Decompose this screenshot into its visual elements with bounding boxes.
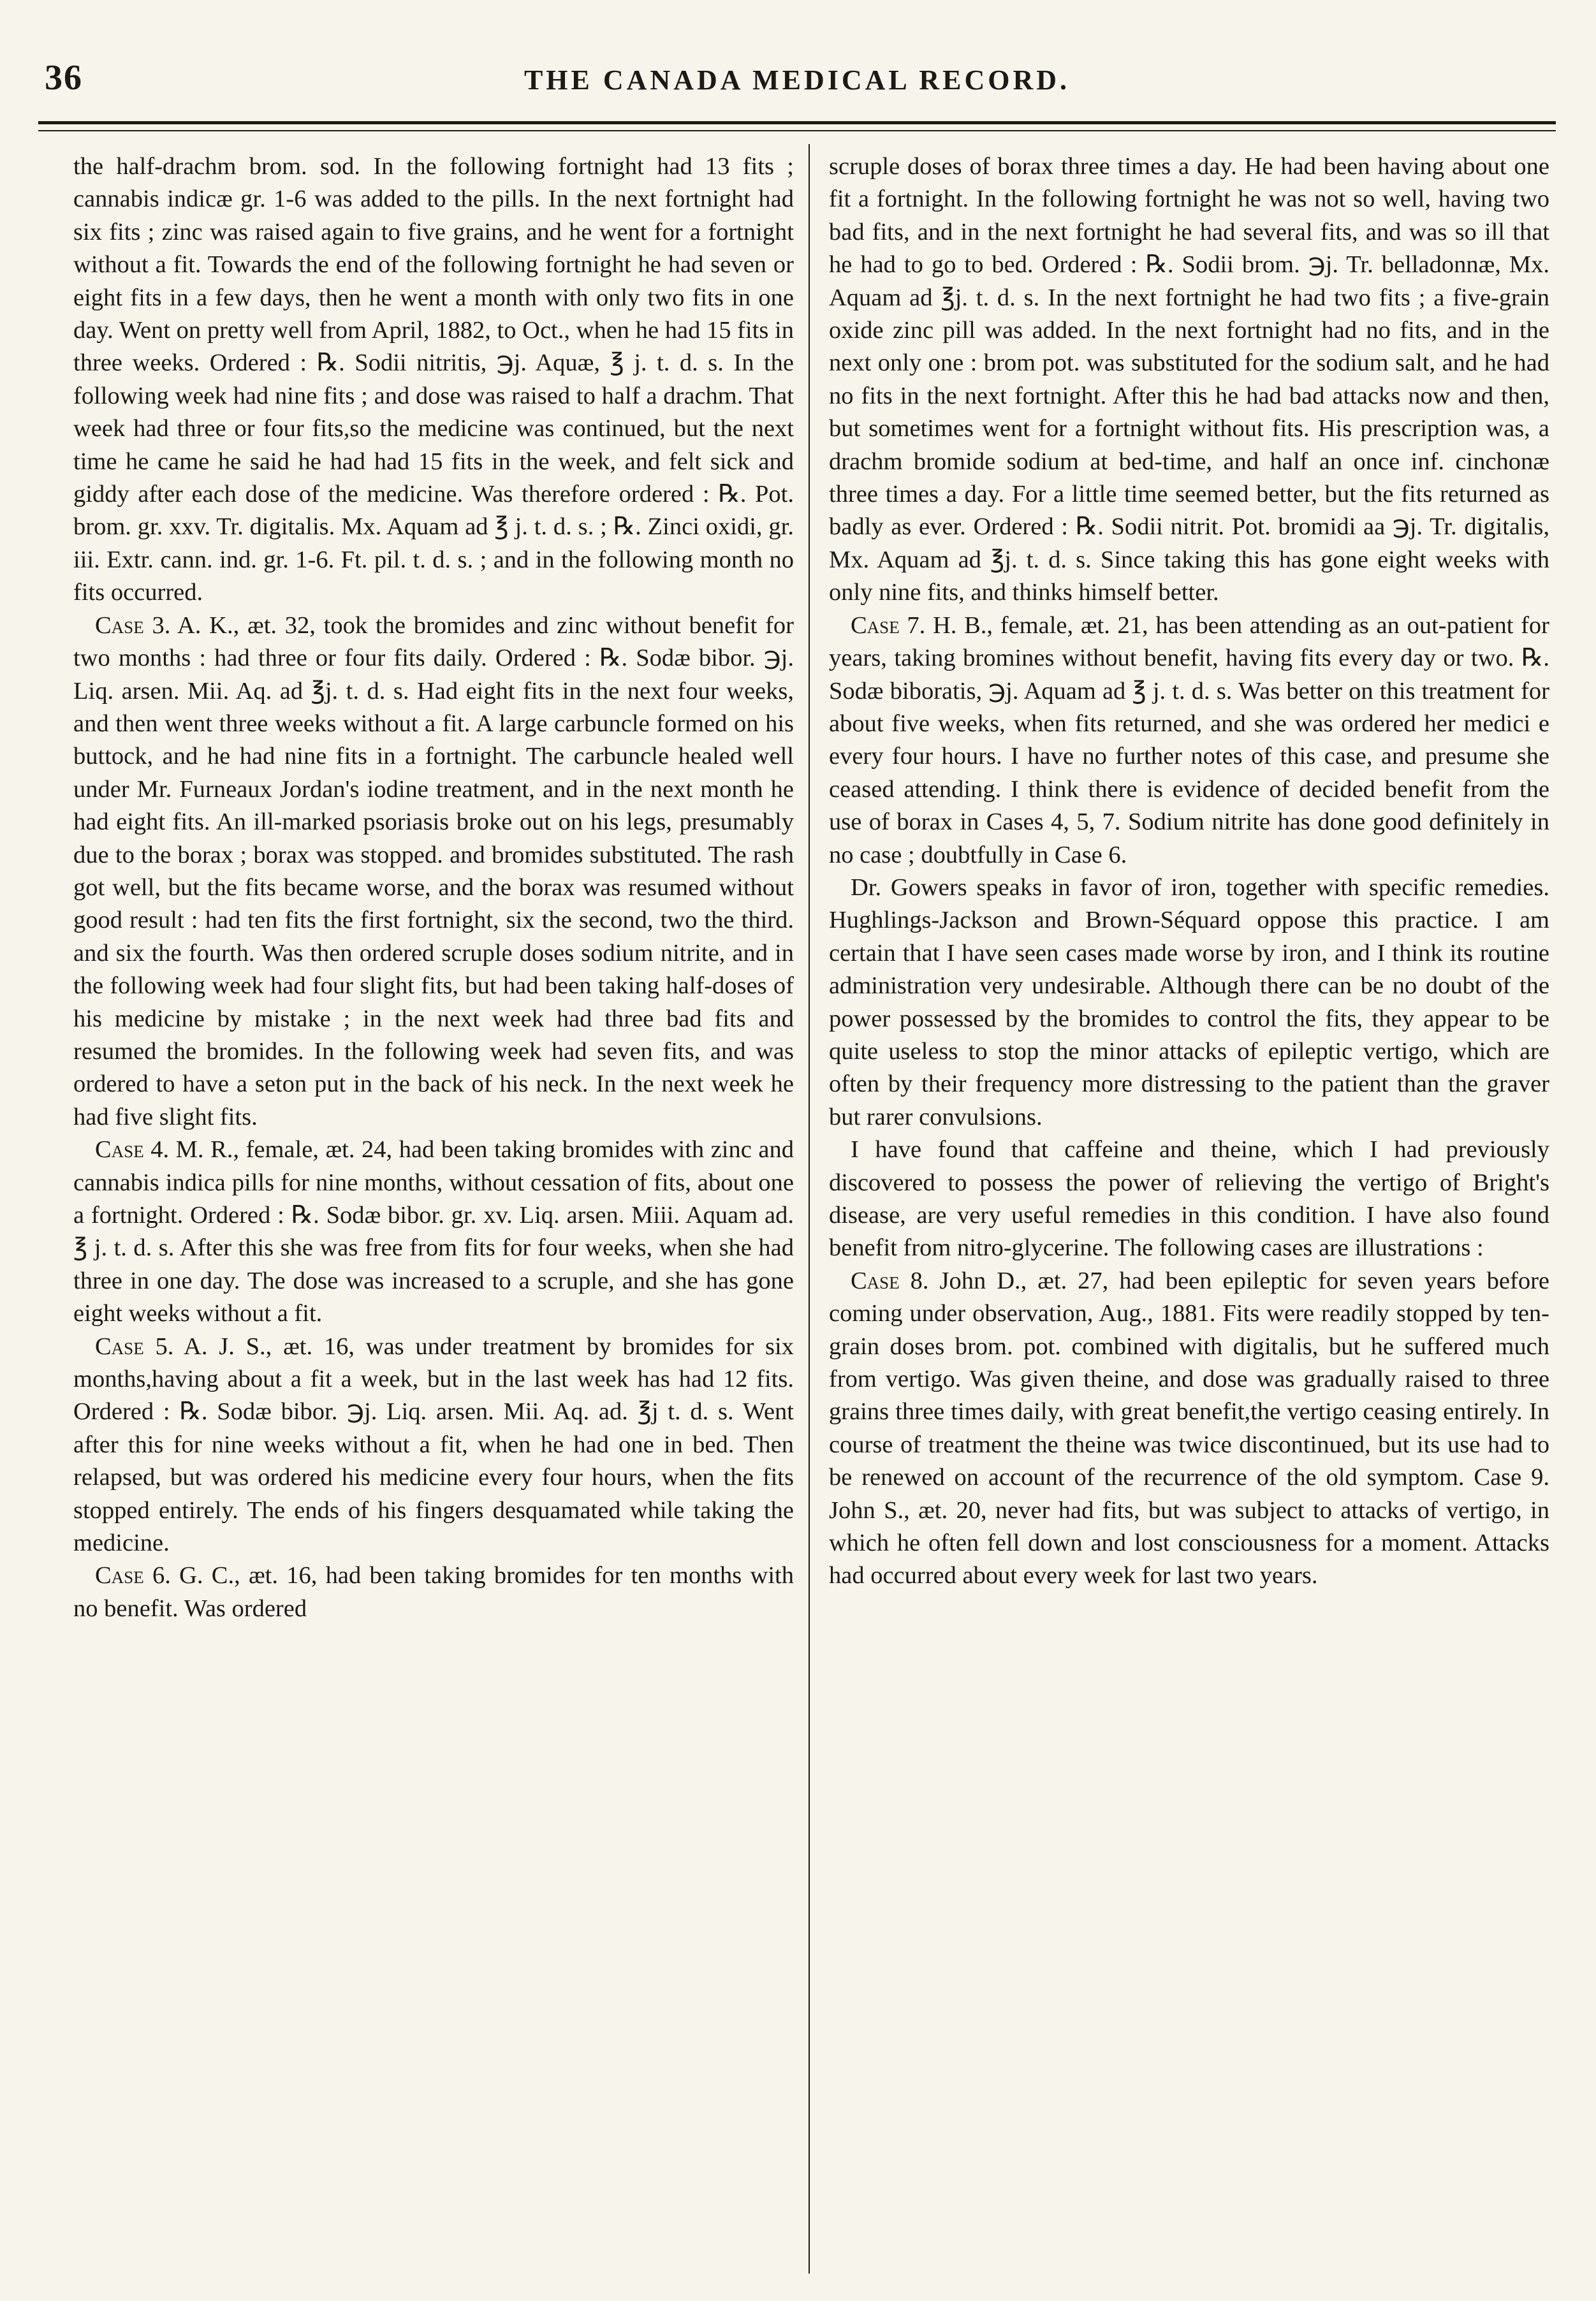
- paragraph-text: 4. M. R., female, æt. 24, had been taking bromides with zinc and cannabis indica pills for nine months, without cessation of fits, about one a fortnight. Ordered : ℞. Sodæ bibor. gr. xv. Liq. arsen. Miii. Aquam ad. ℥ j. t. d. s. After this she was free from fits for four weeks, when she had three in one day. The dose was increased to a scruple, and she has gone eight weeks without a fit.: [73, 1136, 794, 1327]
- case-paragraph: [73, 1134, 794, 1330]
- case-lead: Case: [95, 611, 144, 639]
- running-header: [38, 51, 1556, 108]
- paragraph: Dr. Gowers speaks in favor of iron, together with specific remedies. Hughlings-Jackson and Brown-Séquard oppose this practice. I am certain that I have seen cases made worse by iron, and I think its routine administration very undesirable. Although there can be no doubt of the power possessed by the bromides to control the fits, they appear to be quite useless to stop the minor attacks of epileptic vertigo, which are often by their frequency more distressing to the patient than the graver but rarer convulsions.: [829, 873, 1549, 1130]
- header-rule-thin: [38, 130, 1556, 131]
- journal-title: THE CANADA MEDICAL RECORD.: [523, 64, 1071, 96]
- case-paragraph: [73, 610, 794, 1134]
- case-lead: Case: [95, 1333, 144, 1360]
- paragraph-text: 6. G. C., æt. 16, had been taking bromides for ten months with no benefit. Was ordered: [73, 1562, 794, 1622]
- column-divider: [809, 144, 810, 2274]
- case-lead: Case: [95, 1136, 144, 1164]
- header-rule-thick: [38, 121, 1556, 124]
- case-paragraph: [829, 1265, 1549, 1593]
- left-column: [73, 150, 794, 2274]
- case-lead: Case: [851, 1267, 900, 1294]
- paragraph: I have found that caffeine and theine, which I had previously discovered to possess the power of relieving the vertigo of Bright's disease, are very useful remedies in this condition. I have also found benefit from nitro-glycerine. The following cases are illustrations :: [829, 1136, 1549, 1262]
- paragraph: scruple doses of borax three times a day. He had been having about one fit a fortnight. In the following fortnight he was not so well, having two bad fits, and in the next fortnight he had several fits, and was so ill that he had to go to bed. Ordered : ℞. Sodii brom. ℈j. Tr. belladonnæ, Mx. Aquam ad ℥j. t. d. s. In the next fortnight he had two fits ; a five-grain oxide zinc pill was added. In the next fortnight had no fits, and in the next only one : brom pot. was substituted for the sodium salt, and he had no fits in the next fortnight. After this he had bad attacks now and then, but sometimes went for a fortnight without fits. His prescription was, a drachm bromide sodium at bed-time, and half an once inf. cinchonæ three times a day. For a little time seemed better, but the fits returned as badly as ever. Ordered : ℞. Sodii nitrit. Pot. bromidi aa ℈j. Tr. digitalis, Mx. Aquam ad ℥j. t. d. s. Since taking this has gone eight weeks with only nine fits, and thinks himself better.: [829, 153, 1549, 606]
- paragraph-text: 3. A. K., æt. 32, took the bromides and zinc without benefit for two months : had three or four fits daily. Ordered : ℞. Sodæ bibor. ℈j. Liq. arsen. Mii. Aq. ad ℥j. t. d. s. Had eight fits in the next four weeks, and then went three weeks without a fit. A large carbuncle formed on his buttock, and he had nine fits in a fortnight. The carbuncle healed well under Mr. Furneaux Jordan's iodine treatment, and in the next month he had eight fits. An ill-marked psoriasis broke out on his legs, presumably due to the borax ; borax was stopped. and bromides substituted. The rash got well, but the fits became worse, and the borax was resumed without good result : had ten fits the first fortnight, six the second, two the third. and six the fourth. Was then ordered scruple doses sodium nitrite, and in the following week had four slight fits, but had been taking half-doses of his medicine by mistake ; in the next week had three bad fits and resumed the bromides. In the following week had seven fits, and was ordered to have a seton put in the back of his neck. In the next week he had five slight fits.: [73, 611, 794, 1130]
- right-column: [829, 150, 1549, 2274]
- paragraph-text: 8. John D., æt. 27, had been epileptic for seven years before coming under observation, Aug., 1881. Fits were readily stopped by ten-grain doses brom. pot. combined with digitalis, but he suffered much from vertigo. Was given theine, and dose was gradually raised to three grains three times daily, with great benefit,the vertigo ceasing entirely. In course of treatment the theine was twice discontinued, but its use had to be renewed on account of the recurrence of the old symptom. Case 9. John S., æt. 20, never had fits, but was subject to attacks of vertigo, in which he often fell down and lost consciousness for a moment. Attacks had occurred about every week for last two years.: [829, 1267, 1549, 1589]
- paragraph-text: 5. A. J. S., æt. 16, was under treatment by bromides for six months,having about a fit a week, but in the last week has had 12 fits. Ordered : ℞. Sodæ bibor. ℈j. Liq. arsen. Mii. Aq. ad. ℥j t. d. s. Went after this for nine weeks without a fit, when he had one in bed. Then relapsed, but was ordered his medicine every four hours, when the fits stopped entirely. The ends of his fingers desquamated while taking the medicine.: [73, 1333, 794, 1557]
- case-paragraph: [73, 1331, 794, 1560]
- paragraph-text: 7. H. B., female, æt. 21, has been attending as an out-patient for years, taking bromines without benefit, having fits every day or two. ℞. Sodæ biboratis, ℈j. Aquam ad ℥ j. t. d. s. Was better on this treatment for about five weeks, when fits returned, and she was ordered her medici e every four hours. I have no further notes of this case, and presume she ceased attending. I think there is evidence of decided benefit from the use of borax in Cases 4, 5, 7. Sodium nitrite has done good definitely in no case ; doubtfully in Case 6.: [829, 611, 1549, 868]
- case-paragraph: [73, 1560, 794, 1625]
- case-paragraph: [829, 610, 1549, 872]
- case-lead: Case: [851, 611, 900, 639]
- page-number: 36: [45, 58, 83, 98]
- case-lead: Case: [95, 1562, 144, 1589]
- paragraph: the half-drachm brom. sod. In the following fortnight had 13 fits ; cannabis indicæ gr. 1-6 was added to the pills. In the next fortnight had six fits ; zinc was raised again to five grains, and he went for a fortnight without a fit. Towards the end of the following fortnight he had seven or eight fits in a few days, then he went a month with only two fits in one day. Went on pretty well from April, 1882, to Oct., when he had 15 fits in three weeks. Ordered : ℞. Sodii nitritis, ℈j. Aquæ, ℥ j. t. d. s. In the following week had nine fits ; and dose was raised to half a drachm. That week had three or four fits,so the medicine was continued, but the next time he came he said he had had 15 fits in the week, and felt sick and giddy after each dose of the medicine. Was therefore ordered : ℞. Pot. brom. gr. xxv. Tr. digitalis. Mx. Aquam ad ℥ j. t. d. s. ; ℞. Zinci oxidi, gr. iii. Extr. cann. ind. gr. 1-6. Ft. pil. t. d. s. ; and in the following month no fits occurred.: [73, 153, 794, 606]
